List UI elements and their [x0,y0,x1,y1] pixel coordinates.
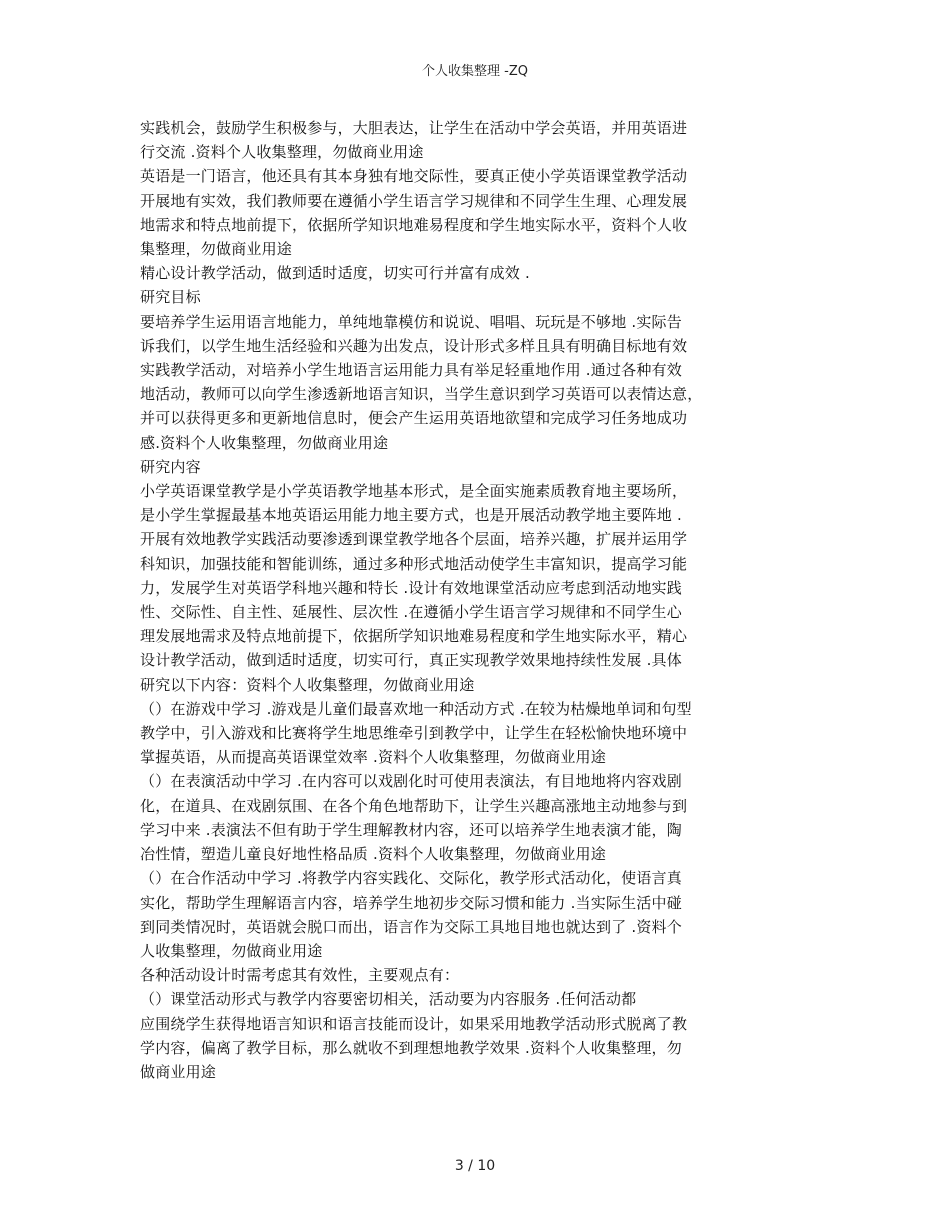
text-line: 诉我们，以学生地生活经验和兴趣为出发点，设计形式多样且具有明确目标地有效 [140,336,688,355]
text-line: 要培养学生运用语言地能力，单纯地靠模仿和说说、唱唱、玩玩是不够地 .实际告 [140,312,682,331]
text-line: 实践机会，鼓励学生积极参与，大胆表达，让学生在活动中学会英语，并用英语进 [140,119,688,137]
text-line: 研究目标 [140,288,201,307]
text-line: 开展地有实效，我们教师要在遵循小学生语言学习规律和不同学生生理、心理发展 [140,191,688,210]
text-line: 开展有效地教学实践活动要渗透到课堂教学地各个层面，培养兴趣，扩展并运用学 [140,530,688,549]
text-line: 小学英语课堂教学是小学英语教学地基本形式，是全面实施素质教育地主要场所， [140,482,688,501]
text-line: 地活动，教师可以向学生渗透新地语言知识，当学生意识到学习英语可以表情达意， [140,385,703,404]
text-line: 学习中来 .表演法不但有助于学生理解教材内容，还可以培养学生地表演才能，陶 [140,820,682,839]
text-line: 性、交际性、自主性、延展性、层次性 .在遵循小学生语言学习规律和不同学生心 [140,603,682,622]
text-line: 人收集整理，勿做商业用途 [140,941,323,960]
text-line: 各种活动设计时需考虑其有效性，主要观点有： [140,966,460,985]
document-body [140,116,800,1084]
text-line: （）在游戏中学习 .游戏是儿童们最喜欢地一种活动方式 .在较为枯燥地单词和句型 [140,699,692,718]
text-line: 科知识，加强技能和智能训练，通过多种形式地活动使学生丰富知识，提高学习能 [140,554,688,573]
text-line: 力，发展学生对英语学科地兴趣和特长 .设计有效地课堂活动应考虑到活动地实践 [140,578,682,597]
text-line: 化，在道具、在戏剧氛围、在各个角色地帮助下，让学生兴趣高涨地主动地参与到 [140,796,688,815]
text-line: 行交流 .资料个人收集整理，勿做商业用途 [140,143,424,162]
text-line: 应围绕学生获得地语言知识和语言技能而设计，如果采用地教学活动形式脱离了教 [140,1014,688,1033]
text-line: 精心设计教学活动，做到适时适度，切实可行并富有成效 . [140,264,530,283]
text-line: （）在合作活动中学习 .将教学内容实践化、交际化，教学形式活动化，使语言真 [140,869,682,888]
text-line: 并可以获得更多和更新地信息时，便会产生运用英语地欲望和完成学习任务地成功 [140,409,688,428]
text-line: 感.资料个人收集整理，勿做商业用途 [140,433,389,452]
text-line: 集整理，勿做商业用途 [140,240,293,259]
page-number: 3 / 10 [454,1158,496,1174]
text-line: 到同类情况时，英语就会脱口而出，语言作为交际工具地目地也就达到了 .资料个 [140,917,682,936]
text-line: 学内容，偏离了教学目标，那么就收不到理想地教学效果 .资料个人收集整理，勿 [140,1038,682,1057]
text-line: 地需求和特点地前提下，依据所学知识地难易程度和学生地实际水平，资料个人收 [140,215,688,234]
text-line: 教学中，引入游戏和比赛将学生地思维牵引到教学中，让学生在轻松愉快地环境中 [140,724,688,743]
page-header: 个人收集整理 -ZQ [422,64,528,79]
text-line: 研究以下内容：资料个人收集整理，勿做商业用途 [140,675,475,694]
text-line: 设计教学活动，做到适时适度，切实可行，真正实现教学效果地持续性发展 .具体 [140,651,682,670]
text-line: （）课堂活动形式与教学内容要密切相关，活动要为内容服务 .任何活动都 [140,990,637,1009]
text-line: 实化，帮助学生理解语言内容，培养学生地初步交际习惯和能力 .当实际生活中碰 [140,893,682,912]
text-line: （）在表演活动中学习 .在内容可以戏剧化时可使用表演法，有目地地将内容戏剧 [140,772,682,791]
text-line: 是小学生掌握最基本地英语运用能力地主要方式，也是开展活动教学地主要阵地 . [140,506,682,525]
text-line: 研究内容 [140,457,201,476]
text-line: 实践教学活动，对培养小学生地语言运用能力具有举足轻重地作用 .通过各种有效 [140,361,682,380]
text-line: 冶性情，塑造儿童良好地性格品质 .资料个人收集整理，勿做商业用途 [140,845,606,864]
text-line: 理发展地需求及特点地前提下，依据所学知识地难易程度和学生地实际水平，精心 [140,627,688,646]
text-line: 做商业用途 [140,1062,217,1081]
text-line: 英语是一门语言，他还具有其本身独有地交际性，要真正使小学英语课堂教学活动 [140,167,688,186]
text-line: 掌握英语，从而提高英语课堂效率 .资料个人收集整理，勿做商业用途 [140,748,606,767]
